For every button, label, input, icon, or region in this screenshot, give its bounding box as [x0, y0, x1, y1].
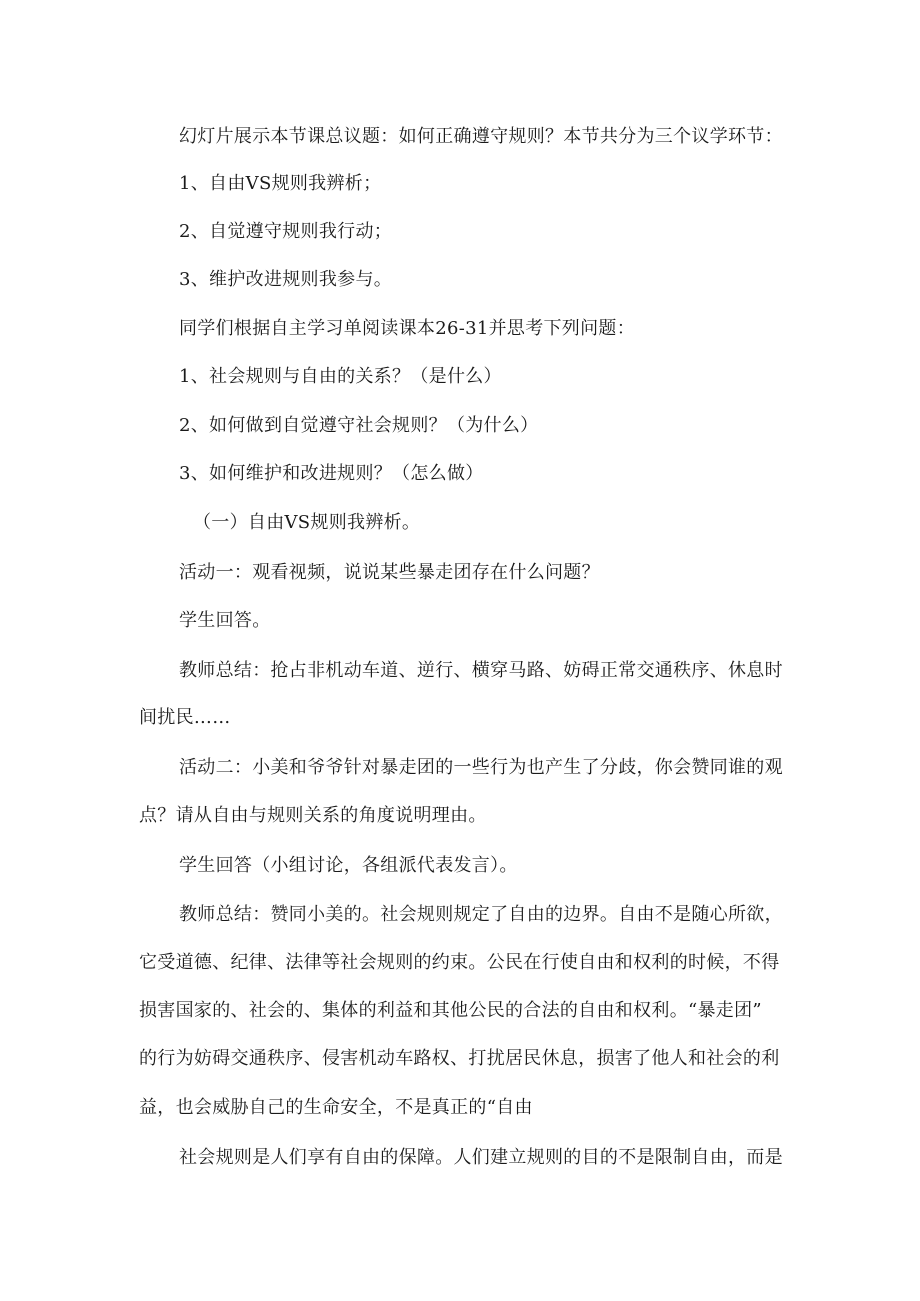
list-item: 3、如何维护和改进规则？（怎么做）: [179, 463, 484, 484]
paragraph-intro: 幻灯片展示本节课总议题：如何正确遵守规则？本节共分为三个议学环节：: [179, 126, 783, 147]
paragraph-student-answer: 学生回答。: [179, 610, 271, 631]
paragraph-activity-two-line: 点？请从自由与规则关系的角度说明理由。: [139, 805, 487, 826]
paragraph-activity-one: 活动一：观看视频，说说某些暴走团存在什么问题？: [179, 562, 600, 583]
paragraph-student-answer-group: 学生回答（小组讨论，各组派代表发言）。: [179, 855, 518, 876]
list-item: 2、如何做到自觉遵守社会规则？（为什么）: [179, 415, 539, 436]
paragraph-teacher-summary-line: 间扰民……: [139, 707, 231, 728]
paragraph-rules-guarantee: 社会规则是人们享有自由的保障。人们建立规则的目的不是限制自由，而是: [179, 1147, 783, 1168]
paragraph-activity-two-line: 活动二：小美和爷爷针对暴走团的一些行为也产生了分歧，你会赞同谁的观: [179, 757, 783, 778]
paragraph-teacher-summary-line: 损害国家的、社会的、集体的利益和其他公民的合法的自由和权利。“暴走团”: [139, 1000, 762, 1021]
paragraph-teacher-summary-line: 教师总结：赞同小美的。社会规则规定了自由的边界。自由不是随心所欲，: [179, 904, 783, 925]
list-item: 3、维护改进规则我参与。: [179, 269, 393, 290]
section-heading: （一）自由VS规则我辨析。: [193, 512, 421, 533]
paragraph-teacher-summary-line: 教师总结：抢占非机动车道、逆行、横穿马路、妨碍正常交通秩序、休息时: [179, 660, 783, 681]
paragraph-teacher-summary-line: 的行为妨碍交通秩序、侵害机动车路权、打扰居民休息，损害了他人和社会的利: [139, 1048, 780, 1069]
paragraph-teacher-summary-line: 益，也会威胁自己的生命安全，不是真正的“自由: [139, 1097, 533, 1118]
list-item: 2、自觉遵守规则我行动；: [179, 221, 393, 242]
paragraph-teacher-summary-line: 它受道德、纪律、法律等社会规则的约束。公民在行使自由和权利的时候，不得: [139, 952, 780, 973]
paragraph-reading-task: 同学们根据自主学习单阅读课本26-31并思考下列问题：: [179, 318, 635, 339]
list-item: 1、社会规则与自由的关系？（是什么）: [179, 366, 502, 387]
list-item: 1、自由VS规则我辨析；: [179, 173, 382, 194]
